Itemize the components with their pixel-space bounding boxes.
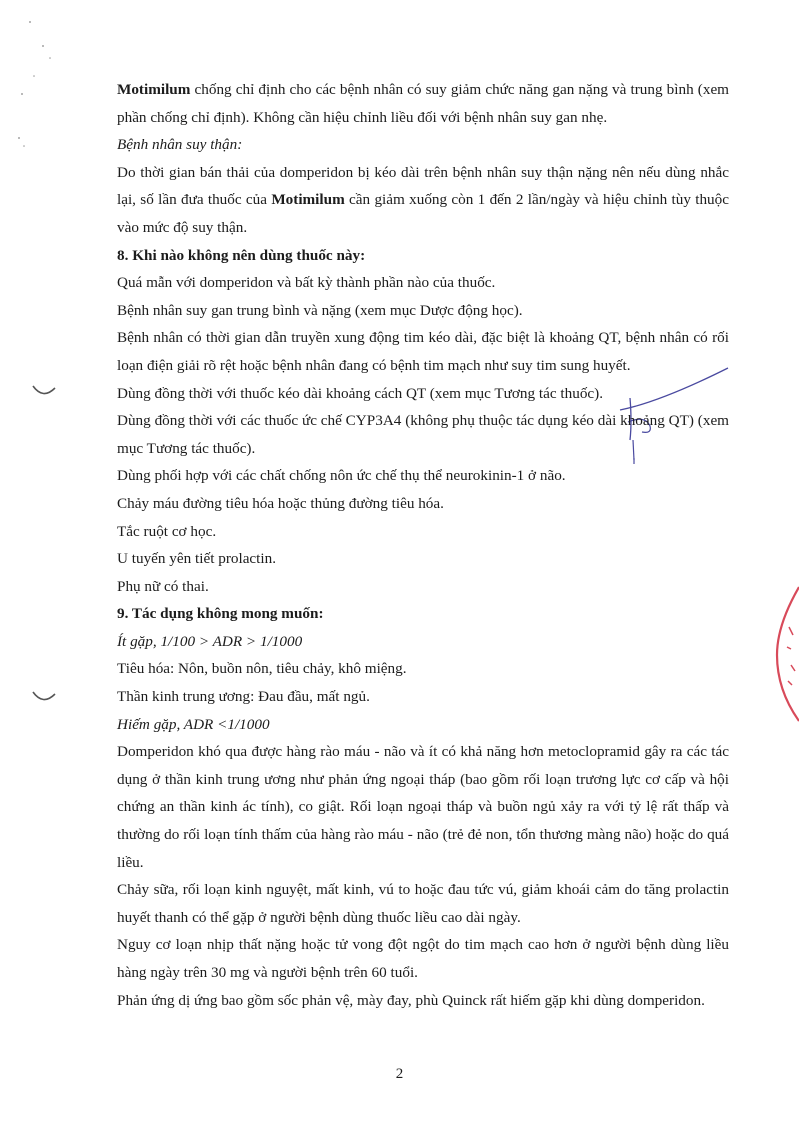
contraindication-item: Dùng đồng thời với thuốc kéo dài khoảng cách QT (xem mục Tương tác thuốc). xyxy=(117,384,604,402)
side-effect-paragraph: Chảy sữa, rối loạn kinh nguyệt, mất kinh, vú to hoặc đau tức vú, giảm khoái cảm do tăng prolactin huyết thanh có thể gặp ở người bệnh dùng thuốc liều cao dài ngày. xyxy=(117,881,729,926)
scan-specks-icon xyxy=(10,10,60,150)
document-body xyxy=(117,76,729,1014)
drug-name: Motimilum xyxy=(271,191,345,209)
side-effect-item: Tiêu hóa: Nôn, buồn nôn, tiêu chảy, khô miệng. xyxy=(117,660,407,678)
side-effect-item: Thần kinh trung ương: Đau đầu, mất ngủ. xyxy=(117,688,370,706)
stamp-fragment-icon xyxy=(769,585,799,725)
paragraph-text: cần giảm xuống còn 1 đến 2 lần/ngày và hiệu chỉnh tùy thuộc vào mức độ suy thận. xyxy=(117,191,729,236)
contraindication-item: Quá mẫn với domperidon và bất kỳ thành phần nào của thuốc. xyxy=(117,274,496,292)
drug-name: Motimilum xyxy=(117,81,191,98)
paragraph-text: chống chỉ định cho các bệnh nhân có suy giảm chức năng gan nặng và trung bình (xem phần chống chỉ định). Không cần hiệu chỉnh liều đối với bệnh nhân suy gan nhẹ. xyxy=(117,81,729,126)
contraindication-item: Phụ nữ có thai. xyxy=(117,577,209,595)
paragraph-text: Do thời gian bán thải của domperidon bị kéo dài trên bệnh nhân suy thận nặng nên nếu dùng nhắc lại, số lần đưa thuốc của xyxy=(117,163,729,209)
renal-subheading: Bệnh nhân suy thận: xyxy=(117,136,243,154)
section-8-heading: 8. Khi nào không nên dùng thuốc này: xyxy=(117,246,366,264)
section-9-heading: 9. Tác dụng không mong muốn: xyxy=(117,605,324,623)
contraindication-item: U tuyến yên tiết prolactin. xyxy=(117,550,277,568)
page-number: 2 xyxy=(395,1066,404,1082)
hepatic-impairment-paragraph xyxy=(117,76,729,131)
frequency-subheading: Ít gặp, 1/100 > ADR > 1/1000 xyxy=(117,632,303,650)
punch-hole-icon xyxy=(30,382,60,402)
side-effect-paragraph: Nguy cơ loạn nhịp thất nặng hoặc tử vong đột ngột do tim mạch cao hơn ở người bệnh dùng liều hàng ngày trên 30 mg và người bệnh trên 60 tuổi. xyxy=(117,936,729,981)
renal-paragraph xyxy=(117,159,729,242)
contraindication-item: Bệnh nhân có thời gian dẫn truyền xung động tim kéo dài, đặc biệt là khoảng QT, bệnh nhân có rối loạn điện giải rõ rệt hoặc bệnh nhân đang có bệnh tim mạch như suy tim sung huyết. xyxy=(117,329,729,374)
contraindication-item: Bệnh nhân suy gan trung bình và nặng (xem mục Dược động học). xyxy=(117,301,523,319)
contraindication-item: Dùng phối hợp với các chất chống nôn ức chế thụ thể neurokinin-1 ở não. xyxy=(117,467,566,485)
side-effect-paragraph: Domperidon khó qua được hàng rào máu - não và ít có khả năng hơn metoclopramid gây ra các tác dụng ở thần kinh trung ương như phản ứng ngoại tháp (bao gồm rối loạn trương lực cơ cấp và hội chứng an thần kinh ác tính), co giật. Rối loạn ngoại tháp và buồn ngủ xảy ra với tỷ lệ rất thấp và thường do rối loạn tính thấm của hàng rào máu - não (trẻ đẻ non, tổn thương màng não) hoặc do quá liều. xyxy=(117,743,729,871)
punch-hole-icon xyxy=(30,688,60,708)
contraindication-item: Chảy máu đường tiêu hóa hoặc thủng đường tiêu hóa. xyxy=(117,494,444,512)
contraindication-item: Tắc ruột cơ học. xyxy=(117,522,217,540)
contraindication-item: Dùng đồng thời với các thuốc ức chế CYP3A4 (không phụ thuộc tác dụng kéo dài khoảng QT) (xem mục Tương tác thuốc). xyxy=(117,412,729,457)
side-effect-paragraph: Phản ứng dị ứng bao gồm sốc phản vệ, mày đay, phù Quinck rất hiếm gặp khi dùng domperidon. xyxy=(117,991,705,1009)
frequency-subheading: Hiếm gặp, ADR <1/1000 xyxy=(117,715,270,733)
